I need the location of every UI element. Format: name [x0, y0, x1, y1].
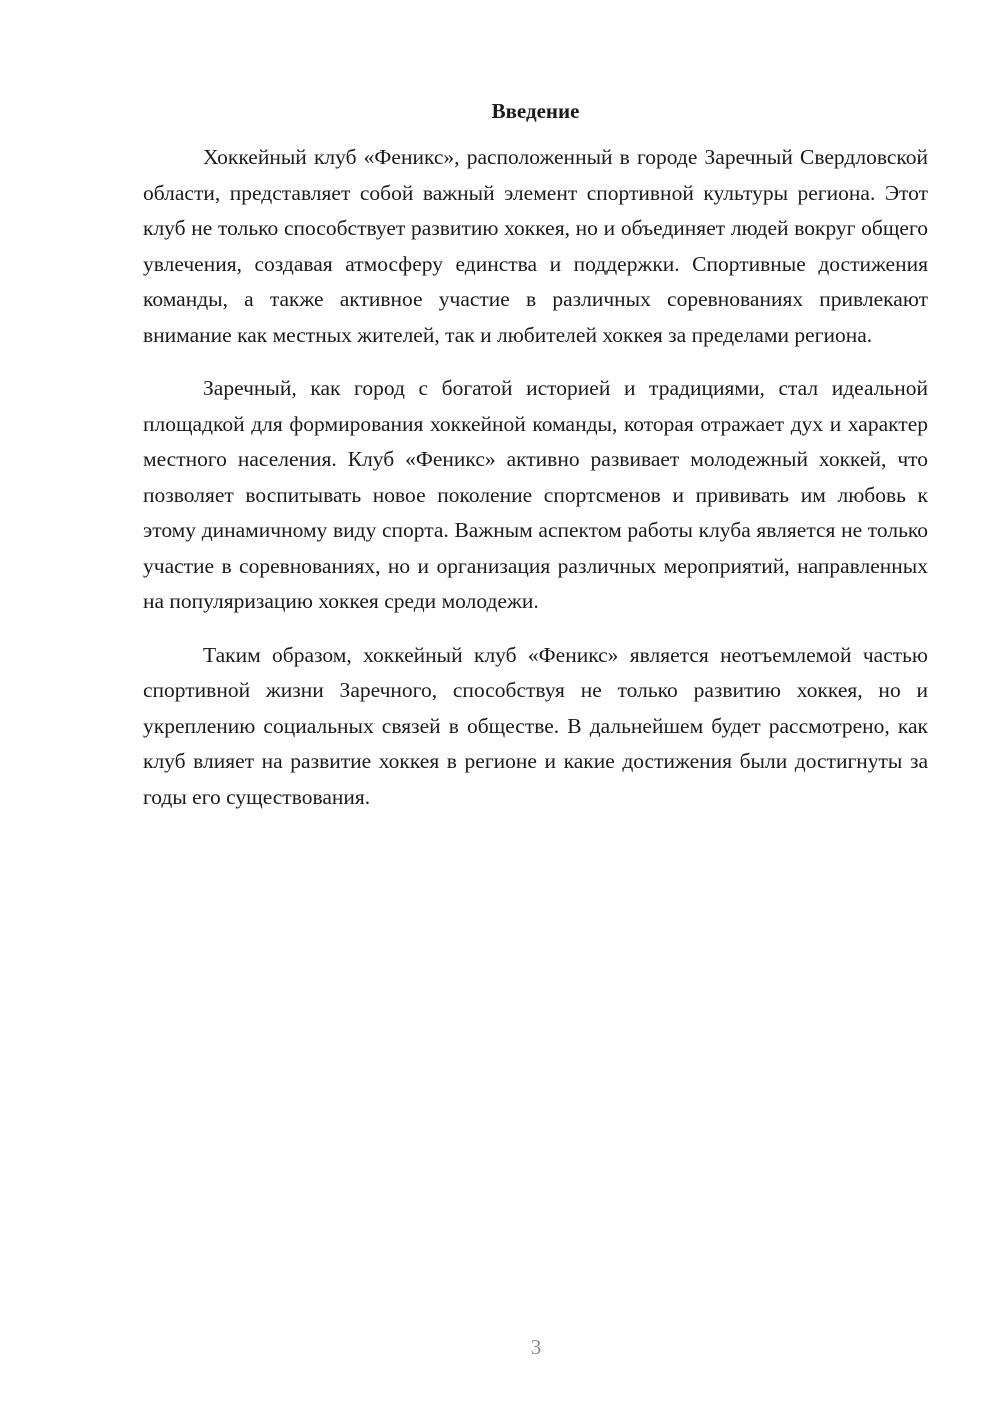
- section-heading: Введение: [491, 99, 580, 123]
- page-number: 3: [530, 1335, 542, 1359]
- paragraph-1: Хоккейный клуб «Феникс», расположенный в городе Заречный Свердловской области, представляет собой важный элемент спортивной культуры региона. Этот клуб не только способствует развитию хоккея, но и объединяет людей вокруг общего увлечения, создавая атмосферу единства и поддержки. Спортивные достижения команды, а также активное участие в различных соревнованиях привлекают внимание как местных жителей, так и любителей хоккея за пределами региона.: [143, 145, 928, 347]
- page-content: [143, 94, 928, 833]
- paragraph-2: Заречный, как город с богатой историей и традициями, стал идеальной площадкой для формирования хоккейной команды, которая отражает дух и характер местного населения. Клуб «Феникс» активно развивает молодежный хоккей, что позволяет воспитывать новое поколение спортсменов и прививать им любовь к этому динамичному виду спорта. Важным аспектом работы клуба является не только участие в соревнованиях, но и организация различных мероприятий, направленных на популяризацию хоккея среди молодежи.: [143, 376, 928, 613]
- paragraph-3: Таким образом, хоккейный клуб «Феникс» является неотъемлемой частью спортивной жизни Заречного, способствуя не только развитию хоккея, но и укреплению социальных связей в обществе. В дальнейшем будет рассмотрено, как клуб влияет на развитие хоккея в регионе и какие достижения были достигнуты за годы его существования.: [143, 642, 928, 809]
